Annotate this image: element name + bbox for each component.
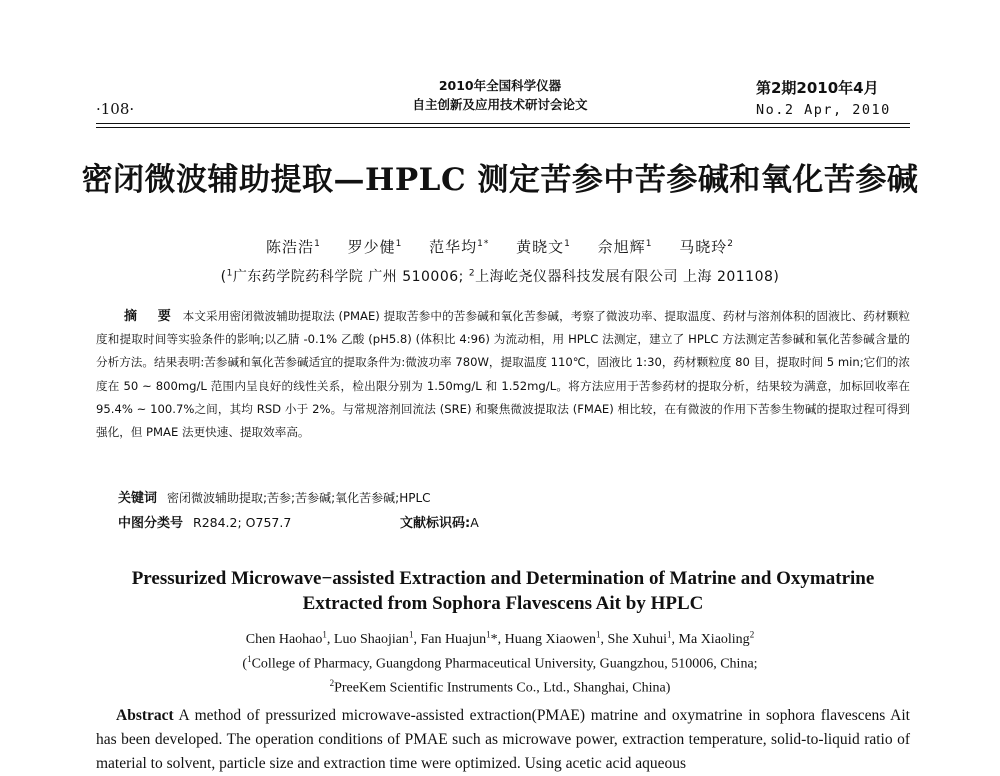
abstract-cn: [96, 305, 910, 444]
author-en: Chen Haohao$^1$,: [245, 629, 334, 647]
authors-en: [0, 629, 1000, 648]
affiliation-en-line-2: $^2$PreeKem Scientific Instruments Co., Ltd., Shanghai, China): [329, 677, 671, 696]
document-code: [400, 512, 479, 531]
classification-label: 中图分类号: [118, 516, 184, 531]
keywords: [118, 487, 431, 506]
document-code-text: A: [470, 515, 479, 530]
conference-line-2: 自主创新及应用技术研讨会论文: [412, 97, 588, 112]
conference-line-1: 2010年全国科学仪器: [438, 78, 562, 93]
abstract-en-label: Abstract: [116, 707, 174, 724]
page-number: ·108·: [96, 100, 135, 118]
author-en: Luo Shaojian$^1$,: [333, 629, 421, 647]
abstract-cn-text: 本文采用密闭微波辅助提取法 (PMAE) 提取苦参中的苦参碱和氧化苦参碱，考察了微波功率、提取温度、药材与溶剂体积的固液比、药材颗粒度和提取时间等实验条件的影响;以乙腈 -0.1% 乙酸 (pH5.8) (体积比 4:96) 为流动相，用 HPLC 法测定，建立了 HPLC 方法测定苦参碱和氧化苦参碱含量的分析方法。结果表明:苦参碱和氧化苦参碱适宜的提取条件为:微波功率 780W，提取温度 110℃，固液比 1:30，药材颗粒度 80 目，提取时间 5 min;它们的浓度在 50 ~ 800mg/L 范围内呈良好的线性关系，检出限分别为 1.50mg/L 和 1.52mg/L。将方法应用于苦参药材的提取分析，结果较为满意，加标回收率在 95.4% ~ 100.7%之间，其均 RSD 小于 2%。与常规溶剂回流法 (SRE) 和聚焦微波提取法 (FMAE) 相比较，在有微波的作用下苦参生物碱的提取过程可得到强化，但 PMAE 法更快速、提取效率高。: [96, 309, 910, 440]
keywords-text: 密闭微波辅助提取;苦参;苦参碱;氧化苦参碱;HPLC: [167, 491, 431, 505]
issue-info: [756, 78, 906, 118]
affiliation-en-line-1: ($^1$College of Pharmacy, Guangdong Pharmaceutical University, Guangzhou, 510006, China;: [242, 654, 758, 672]
affiliation-cn: ($^1$广东药学院药科学院 广州 510006; $^2$上海屹尧仪器科技发展有限公司 上海 201108): [220, 268, 780, 285]
abstract-en: [96, 704, 910, 776]
author-cn: 陈浩浩$^1$: [266, 238, 321, 256]
author-cn: 范华均$^{1*}$: [429, 238, 490, 256]
author-en: Fan Huajun$^1$*,: [420, 629, 505, 647]
classification: [118, 512, 291, 531]
classification-text: R284.2; O757.7: [193, 515, 292, 530]
author-cn: 马晓玲$^2$: [679, 238, 734, 256]
title-en: Pressurized Microwave−assisted Extraction and Determination of Matrine and Oxymatrine Extracted from Sophora Flavescens Ait by HPLC: [131, 568, 875, 614]
author-cn: 罗少健$^1$: [347, 238, 403, 256]
keywords-label: 关键词: [118, 491, 158, 506]
title-cn: 密闭微波辅助提取—HPLC 测定苦参中苦参碱和氧化苦参碱: [81, 162, 919, 198]
header-rule-top: [96, 123, 910, 124]
document-code-label: 文献标识码:: [400, 516, 471, 531]
conference-header: [340, 76, 660, 114]
header-rule-bottom: [96, 127, 910, 128]
authors-cn: [0, 236, 1000, 257]
abstract-en-text: A method of pressurized microwave-assisted extraction(PMAE) matrine and oxymatrine in sophora flavescens Ait has been developed. The operation conditions of PMAE such as microwave power, extraction temperature, solid-to-liquid ratio of material to solvent, particle size and extraction time were optimized. Using acetic acid aqueous: [96, 707, 910, 772]
author-cn: 黄晓文$^1$: [516, 238, 571, 256]
author-en: Huang Xiaowen$^1$,: [504, 629, 608, 647]
author-en: Ma Xiaoling$^2$: [678, 629, 755, 647]
affiliation-en: [0, 650, 1000, 697]
issue-en: No.2 Apr, 2010: [756, 102, 891, 118]
abstract-cn-label: 摘 要: [124, 309, 179, 324]
author-cn: 佘旭辉$^1$: [597, 238, 653, 256]
issue-cn: 第2期2010年4月: [756, 79, 879, 97]
author-en: She Xuhui$^1$,: [607, 629, 679, 647]
